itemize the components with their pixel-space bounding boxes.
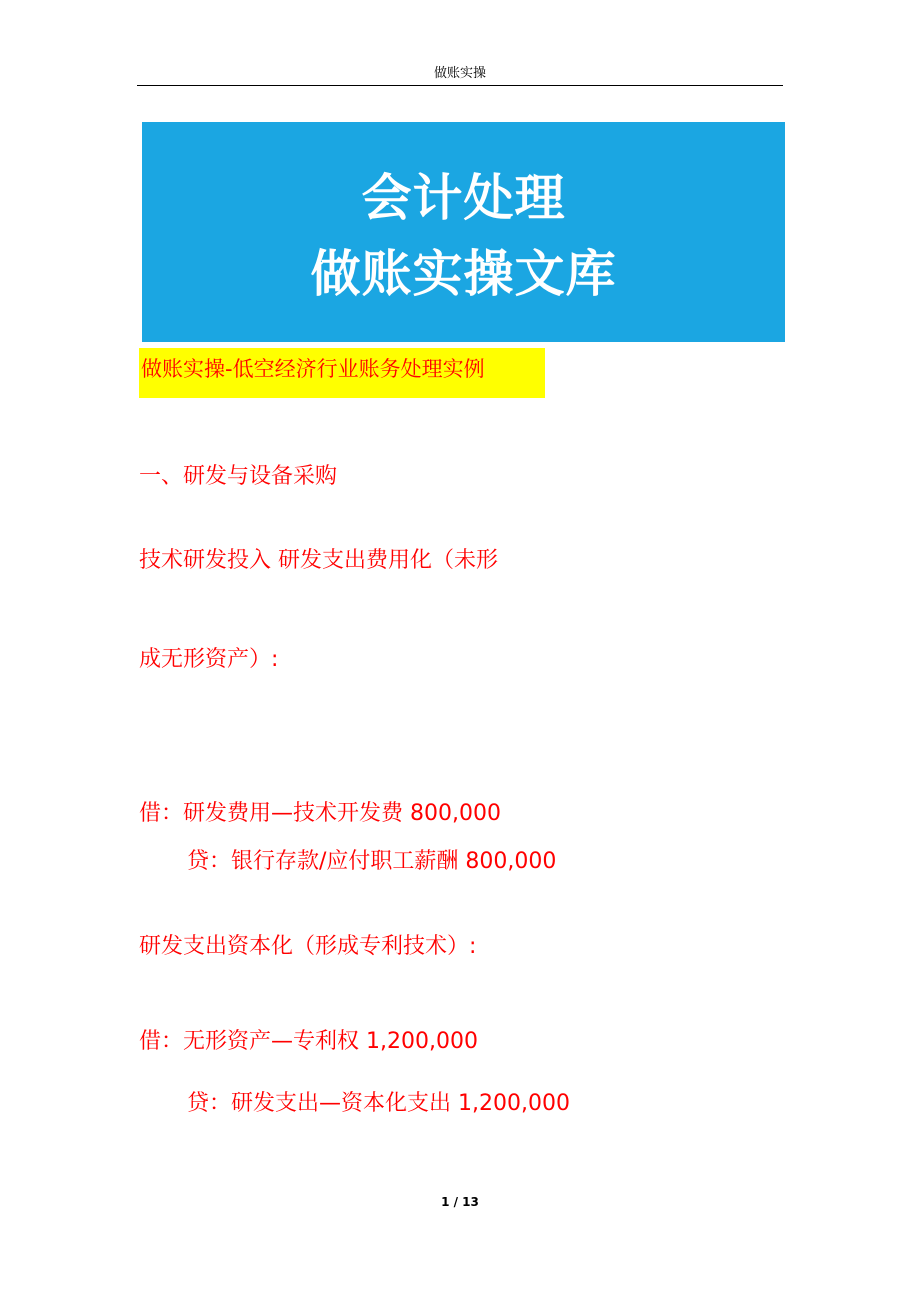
banner-line-2: 做账实操文库	[310, 245, 617, 303]
title-banner	[142, 122, 785, 342]
page-number: 1 / 13	[441, 1195, 479, 1209]
banner-line-1: 会计处理	[361, 169, 566, 227]
document-title: 做账实操-低空经济行业账务处理实例	[141, 357, 485, 381]
paragraph-line: 研发支出资本化（形成专利技术）:	[139, 934, 477, 959]
page-header-title: 做账实操	[433, 66, 486, 81]
credit-entry: 贷：银行存款/应付职工薪酬 800,000	[187, 849, 557, 874]
debit-entry: 借：无形资产—专利权 1,200,000	[139, 1029, 478, 1054]
debit-entry: 借：研发费用—技术开发费 800,000	[139, 801, 501, 826]
header-divider	[137, 85, 783, 86]
credit-entry: 贷：研发支出—资本化支出 1,200,000	[187, 1091, 570, 1116]
section-heading: 一、研发与设备采购	[139, 464, 338, 489]
document-title-highlight	[139, 348, 545, 398]
paragraph-line: 成无形资产）:	[139, 647, 279, 672]
paragraph-line: 技术研发投入 研发支出费用化（未形	[139, 548, 498, 573]
